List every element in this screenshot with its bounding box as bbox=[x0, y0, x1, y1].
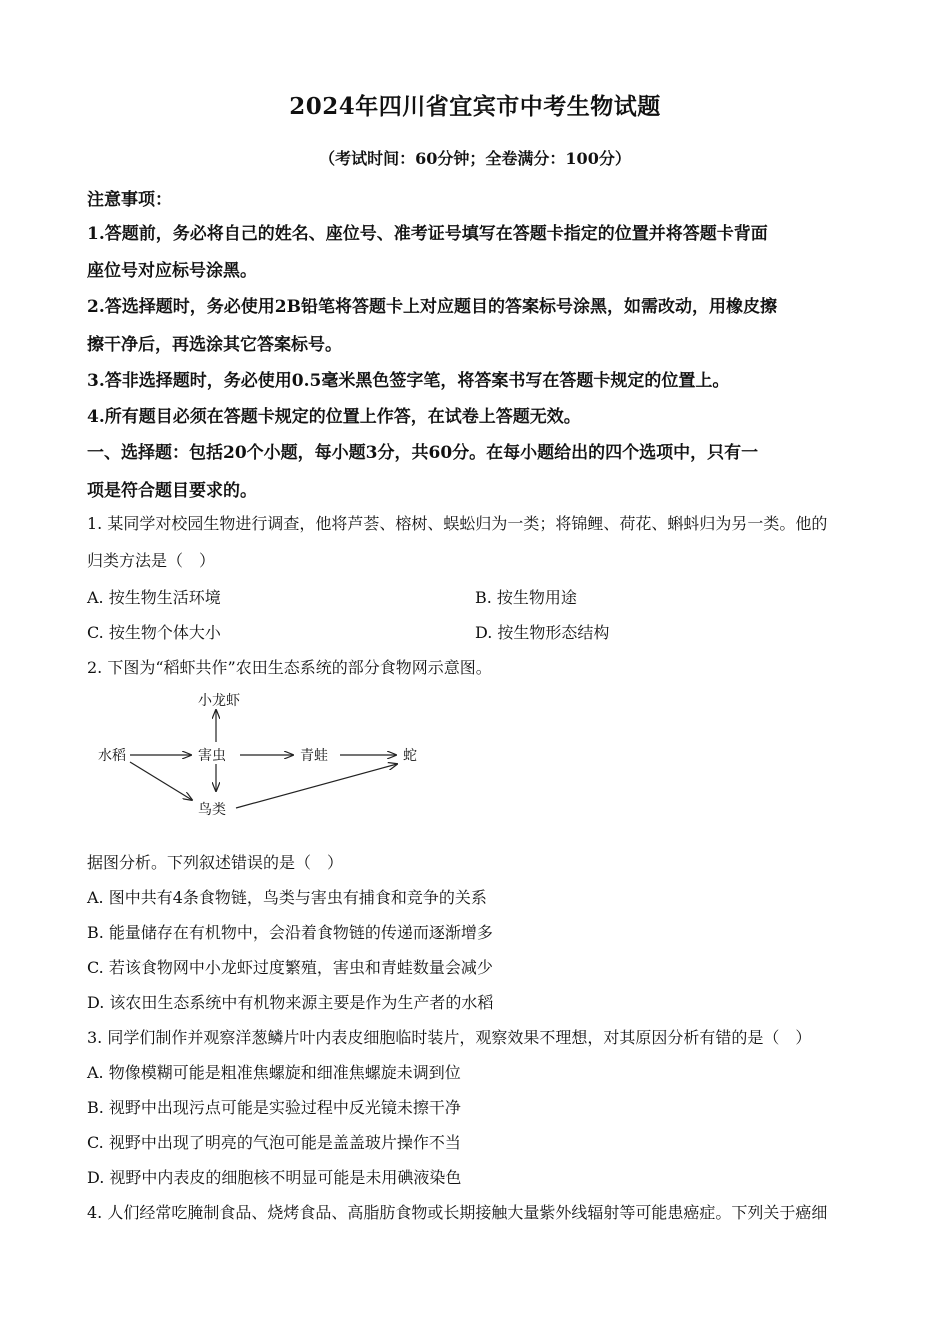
food-web-diagram bbox=[90, 684, 430, 824]
q1-option-d: D. 按生物形态结构 bbox=[475, 623, 610, 642]
arrow-rice-bird bbox=[130, 762, 192, 800]
q2-option-c: C. 若该食物网中小龙虾过度繁殖，害虫和青蛙数量会减少 bbox=[87, 958, 493, 977]
question-1-stem: 归类方法是（ ） bbox=[87, 551, 216, 570]
section-heading: 一、选择题：包括20个小题，每小题3分，共60分。在每小题给出的四个选项中，只有一 bbox=[87, 443, 759, 463]
q3-option-c: C. 视野中出现了明亮的气泡可能是盖盖玻片操作不当 bbox=[87, 1133, 461, 1152]
q2-option-a: A. 图中共有4条食物链，鸟类与害虫有捕食和竞争的关系 bbox=[87, 888, 487, 907]
notice-line: 2.答选择题时，务必使用2B铅笔将答题卡上对应题目的答案标号涂黑，如需改动，用橡皮擦 bbox=[87, 297, 777, 317]
node-pest: 害虫 bbox=[198, 748, 226, 764]
arrow-bird-snake bbox=[236, 764, 397, 808]
node-crayfish: 小龙虾 bbox=[198, 693, 240, 709]
notice-line: 座位号对应标号涂黑。 bbox=[87, 261, 257, 281]
notice-line: 4.所有题目必须在答题卡规定的位置上作答，在试卷上答题无效。 bbox=[87, 407, 581, 427]
notice-line: 擦干净后，再选涂其它答案标号。 bbox=[87, 335, 342, 355]
node-rice: 水稻 bbox=[98, 748, 126, 764]
question-1-stem: 1. 某同学对校园生物进行调查，他将芦荟、榕树、蜈蚣归为一类；将锦鲤、荷花、蝌蚪归为另一类。他的 bbox=[87, 514, 828, 533]
page-title: 2024年四川省宜宾市中考生物试题 bbox=[289, 93, 661, 120]
question-2-prompt: 据图分析。下列叙述错误的是（ ） bbox=[87, 853, 344, 872]
notice-heading: 注意事项： bbox=[87, 190, 172, 210]
node-snake: 蛇 bbox=[403, 748, 417, 764]
question-4-stem: 4. 人们经常吃腌制食品、烧烤食品、高脂肪食物或长期接触大量紫外线辐射等可能患癌症。下列关于癌细 bbox=[87, 1203, 828, 1222]
q3-option-d: D. 视野中内表皮的细胞核不明显可能是未用碘液染色 bbox=[87, 1168, 462, 1187]
question-3-stem: 3. 同学们制作并观察洋葱鳞片叶内表皮细胞临时装片，观察效果不理想，对其原因分析有错的是（ ） bbox=[87, 1028, 812, 1047]
q1-option-b: B. 按生物用途 bbox=[475, 588, 577, 607]
q2-option-b: B. 能量储存在有机物中，会沿着食物链的传递而逐渐增多 bbox=[87, 923, 493, 942]
exam-info: （考试时间：60分钟；全卷满分：100分） bbox=[319, 149, 631, 168]
q1-option-c: C. 按生物个体大小 bbox=[87, 623, 221, 642]
section-heading: 项是符合题目要求的。 bbox=[87, 481, 257, 501]
question-2-stem: 2. 下图为“稻虾共作”农田生态系统的部分食物网示意图。 bbox=[87, 658, 492, 677]
node-bird: 鸟类 bbox=[198, 802, 226, 818]
node-frog: 青蛙 bbox=[300, 748, 328, 764]
q1-option-a: A. 按生物生活环境 bbox=[87, 588, 221, 607]
notice-line: 3.答非选择题时，务必使用0.5毫米黑色签字笔，将答案书写在答题卡规定的位置上。 bbox=[87, 371, 730, 391]
q2-option-d: D. 该农田生态系统中有机物来源主要是作为生产者的水稻 bbox=[87, 993, 494, 1012]
notice-line: 1.答题前，务必将自己的姓名、座位号、准考证号填写在答题卡指定的位置并将答题卡背面 bbox=[87, 224, 768, 244]
q3-option-b: B. 视野中出现污点可能是实验过程中反光镜未擦干净 bbox=[87, 1098, 461, 1117]
q3-option-a: A. 物像模糊可能是粗准焦螺旋和细准焦螺旋未调到位 bbox=[87, 1063, 461, 1082]
